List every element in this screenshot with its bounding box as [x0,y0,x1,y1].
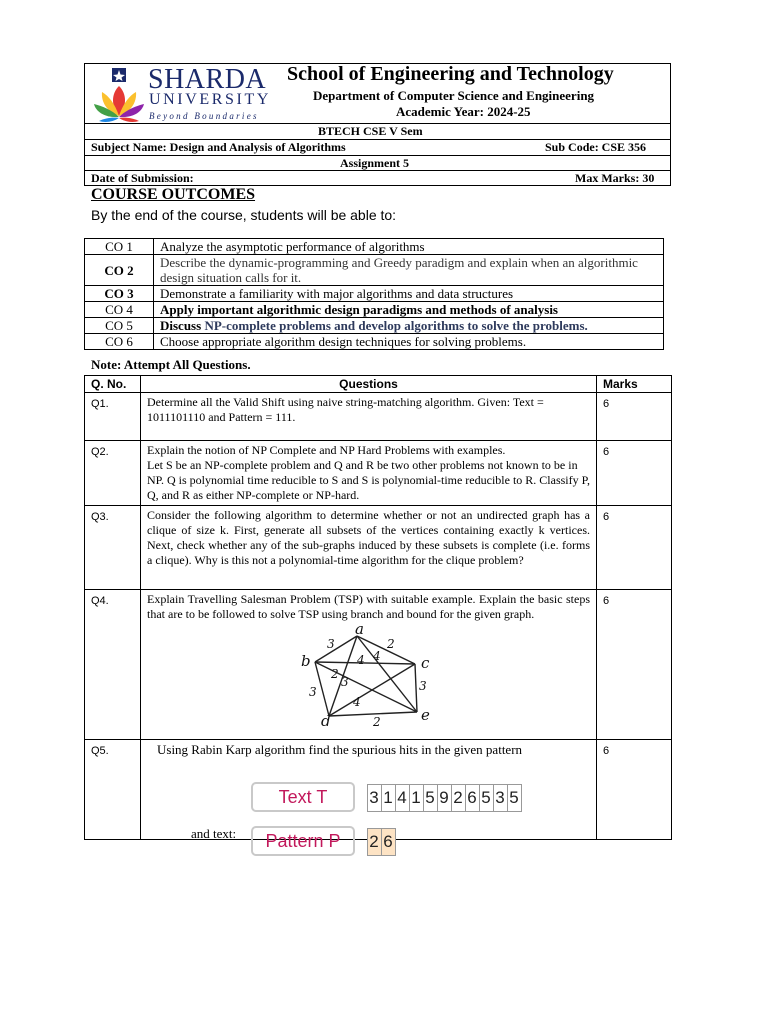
question-text-cell [141,590,597,740]
co-row [85,286,664,302]
pattern-digit: 6 [381,828,396,856]
question-marks: 6 [597,506,672,590]
logo-tagline: Beyond Boundaries [149,111,259,121]
edge-weight-label: 3 [419,679,427,693]
program-name: BTECH CSE V Sem [318,124,423,138]
text-digit: 9 [437,784,452,812]
question-text-extra: Let S be an NP-complete problem and Q and R be two other problems not known to be in NP. Q is polynomial time reducible to S and S is polynomial-time reducible to R. Classify P, Q, and R as either NP-complete or NP-hard. [147,458,590,502]
tsp-graph-figure [297,626,437,726]
co-code: CO 5 [85,318,154,334]
max-marks: Max Marks: 30 [575,171,655,185]
question-number: Q2. [85,441,141,506]
question-row [85,393,672,441]
question-number: Q1. [85,393,141,441]
text-digit: 1 [381,784,396,812]
question-number: Q3. [85,506,141,590]
co-code: CO 2 [85,255,154,286]
co-row [85,334,664,350]
university-logo [93,66,273,124]
pattern-digit: 2 [367,828,382,856]
question-row [85,506,672,590]
question-text: Explain the notion of NP Complete and NP Hard Problems with examples. [147,443,506,457]
edge-weight-label: 4 [353,695,361,709]
pattern-p-label: Pattern P [251,826,355,856]
questions-header-row [85,376,672,393]
document-header [84,63,671,186]
text-digit: 2 [451,784,466,812]
co-text: Demonstrate a familiarity with major algorithms and data structures [154,286,664,302]
question-row [85,441,672,506]
assignment-title: Assignment 5 [340,156,410,170]
course-outcomes-table [84,238,664,350]
col-header-qno: Q. No. [85,376,141,393]
text-digit: 5 [507,784,522,812]
graph-node-label: e [421,706,430,724]
text-digit: 6 [465,784,480,812]
question-row [85,590,672,740]
edge-weight-label: 2 [387,637,395,651]
graph-node-label: d [321,712,331,726]
text-digit: 5 [423,784,438,812]
course-outcomes-heading: COURSE OUTCOMES [91,186,256,203]
co-code: CO 4 [85,302,154,318]
question-text-cell [141,740,597,851]
submission-row [85,170,670,186]
question-text-cell [141,441,597,506]
program-row [85,123,670,139]
text-digit: 4 [395,784,410,812]
rk-pattern-row [251,826,396,856]
text-digit: 5 [479,784,494,812]
question-text: Using Rabin Karp algorithm find the spurious hits in the given pattern [157,742,523,757]
co-text-cell [154,318,664,334]
question-text: Consider the following algorithm to determine whether or not an undirected graph has a clique of size k. First, generate all subsets of the vertices containing exactly k vertices. Next, check whether any of the sub-graphs induced by these subsets is complete (i.e. forms a clique). Why is this not a polynomial-time algorithm for the clique problem? [141,506,597,590]
subject-row [85,139,670,155]
submission-date: Date of Submission: [91,171,194,185]
question-text: Determine all the Valid Shift using naive string-matching algorithm. Given: Text = 1011101110 and Pattern = 111. [141,393,597,441]
co-text: Describe the dynamic-programming and Greedy paradigm and explain when an algorithmic design situation calls for it. [154,255,664,286]
col-header-questions: Questions [141,376,597,393]
edge-weight-label: 3 [327,637,335,651]
note-text: Note: Attempt All Questions. [91,357,251,372]
co-text: Apply important algorithmic design paradigms and methods of analysis [154,302,664,318]
questions-table [84,375,672,851]
co-code: CO 3 [85,286,154,302]
edge-weight-label: 4 [373,649,381,663]
school-title: School of Engineering and Technology [287,63,614,85]
and-text-label: and text: [191,826,237,841]
academic-year: Academic Year: 2024-25 [396,104,531,119]
rk-text-row [251,782,522,812]
question-row [85,740,672,840]
question-marks: 6 [597,740,672,840]
edge-weight-label: 2 [373,715,381,726]
question-marks: 6 [597,441,672,506]
co-text: Choose appropriate algorithm design techniques for solving problems. [154,334,664,350]
course-outcomes-intro: By the end of the course, students will be able to: [91,207,397,223]
logo-subname: UNIVERSITY [149,91,271,108]
subject-code: Sub Code: CSE 356 [545,140,647,154]
co-text-verb: Discuss [160,318,202,333]
co-text: Analyze the asymptotic performance of algorithms [154,239,664,255]
assignment-row [85,155,670,171]
question-text: Explain Travelling Salesman Problem (TSP) with suitable example. Explain the basic steps that are to be followed to solve TSP using branch and bound for the given graph. [147,592,590,621]
question-number: Q4. [85,590,141,740]
lotus-logo-icon [93,66,145,124]
text-t-label: Text T [251,782,355,812]
subject-name: Subject Name: Design and Analysis of Algorithms [91,140,346,154]
co-text: NP-complete problems and develop algorithms to solve the problems. [204,318,588,333]
co-row [85,239,664,255]
question-marks: 6 [597,590,672,740]
graph-node-label: a [355,626,364,638]
question-marks: 6 [597,393,672,441]
text-digit: 3 [367,784,382,812]
co-row [85,255,664,286]
logo-name: SHARDA [148,64,267,95]
edge-weight-label: 2 [331,667,339,681]
graph-node-label: b [301,652,311,670]
edge-weight-label: 3 [341,675,349,689]
edge-weight-label: 4 [357,653,365,667]
question-number: Q5. [85,740,141,840]
co-code: CO 1 [85,239,154,255]
graph-node-label: c [421,654,430,672]
co-row [85,302,664,318]
text-digit: 3 [493,784,508,812]
department-name: Department of Computer Science and Engineering [313,88,595,103]
col-header-marks: Marks [597,376,672,393]
text-digit: 1 [409,784,424,812]
co-row [85,318,664,334]
co-code: CO 6 [85,334,154,350]
edge-weight-label: 3 [309,685,317,699]
